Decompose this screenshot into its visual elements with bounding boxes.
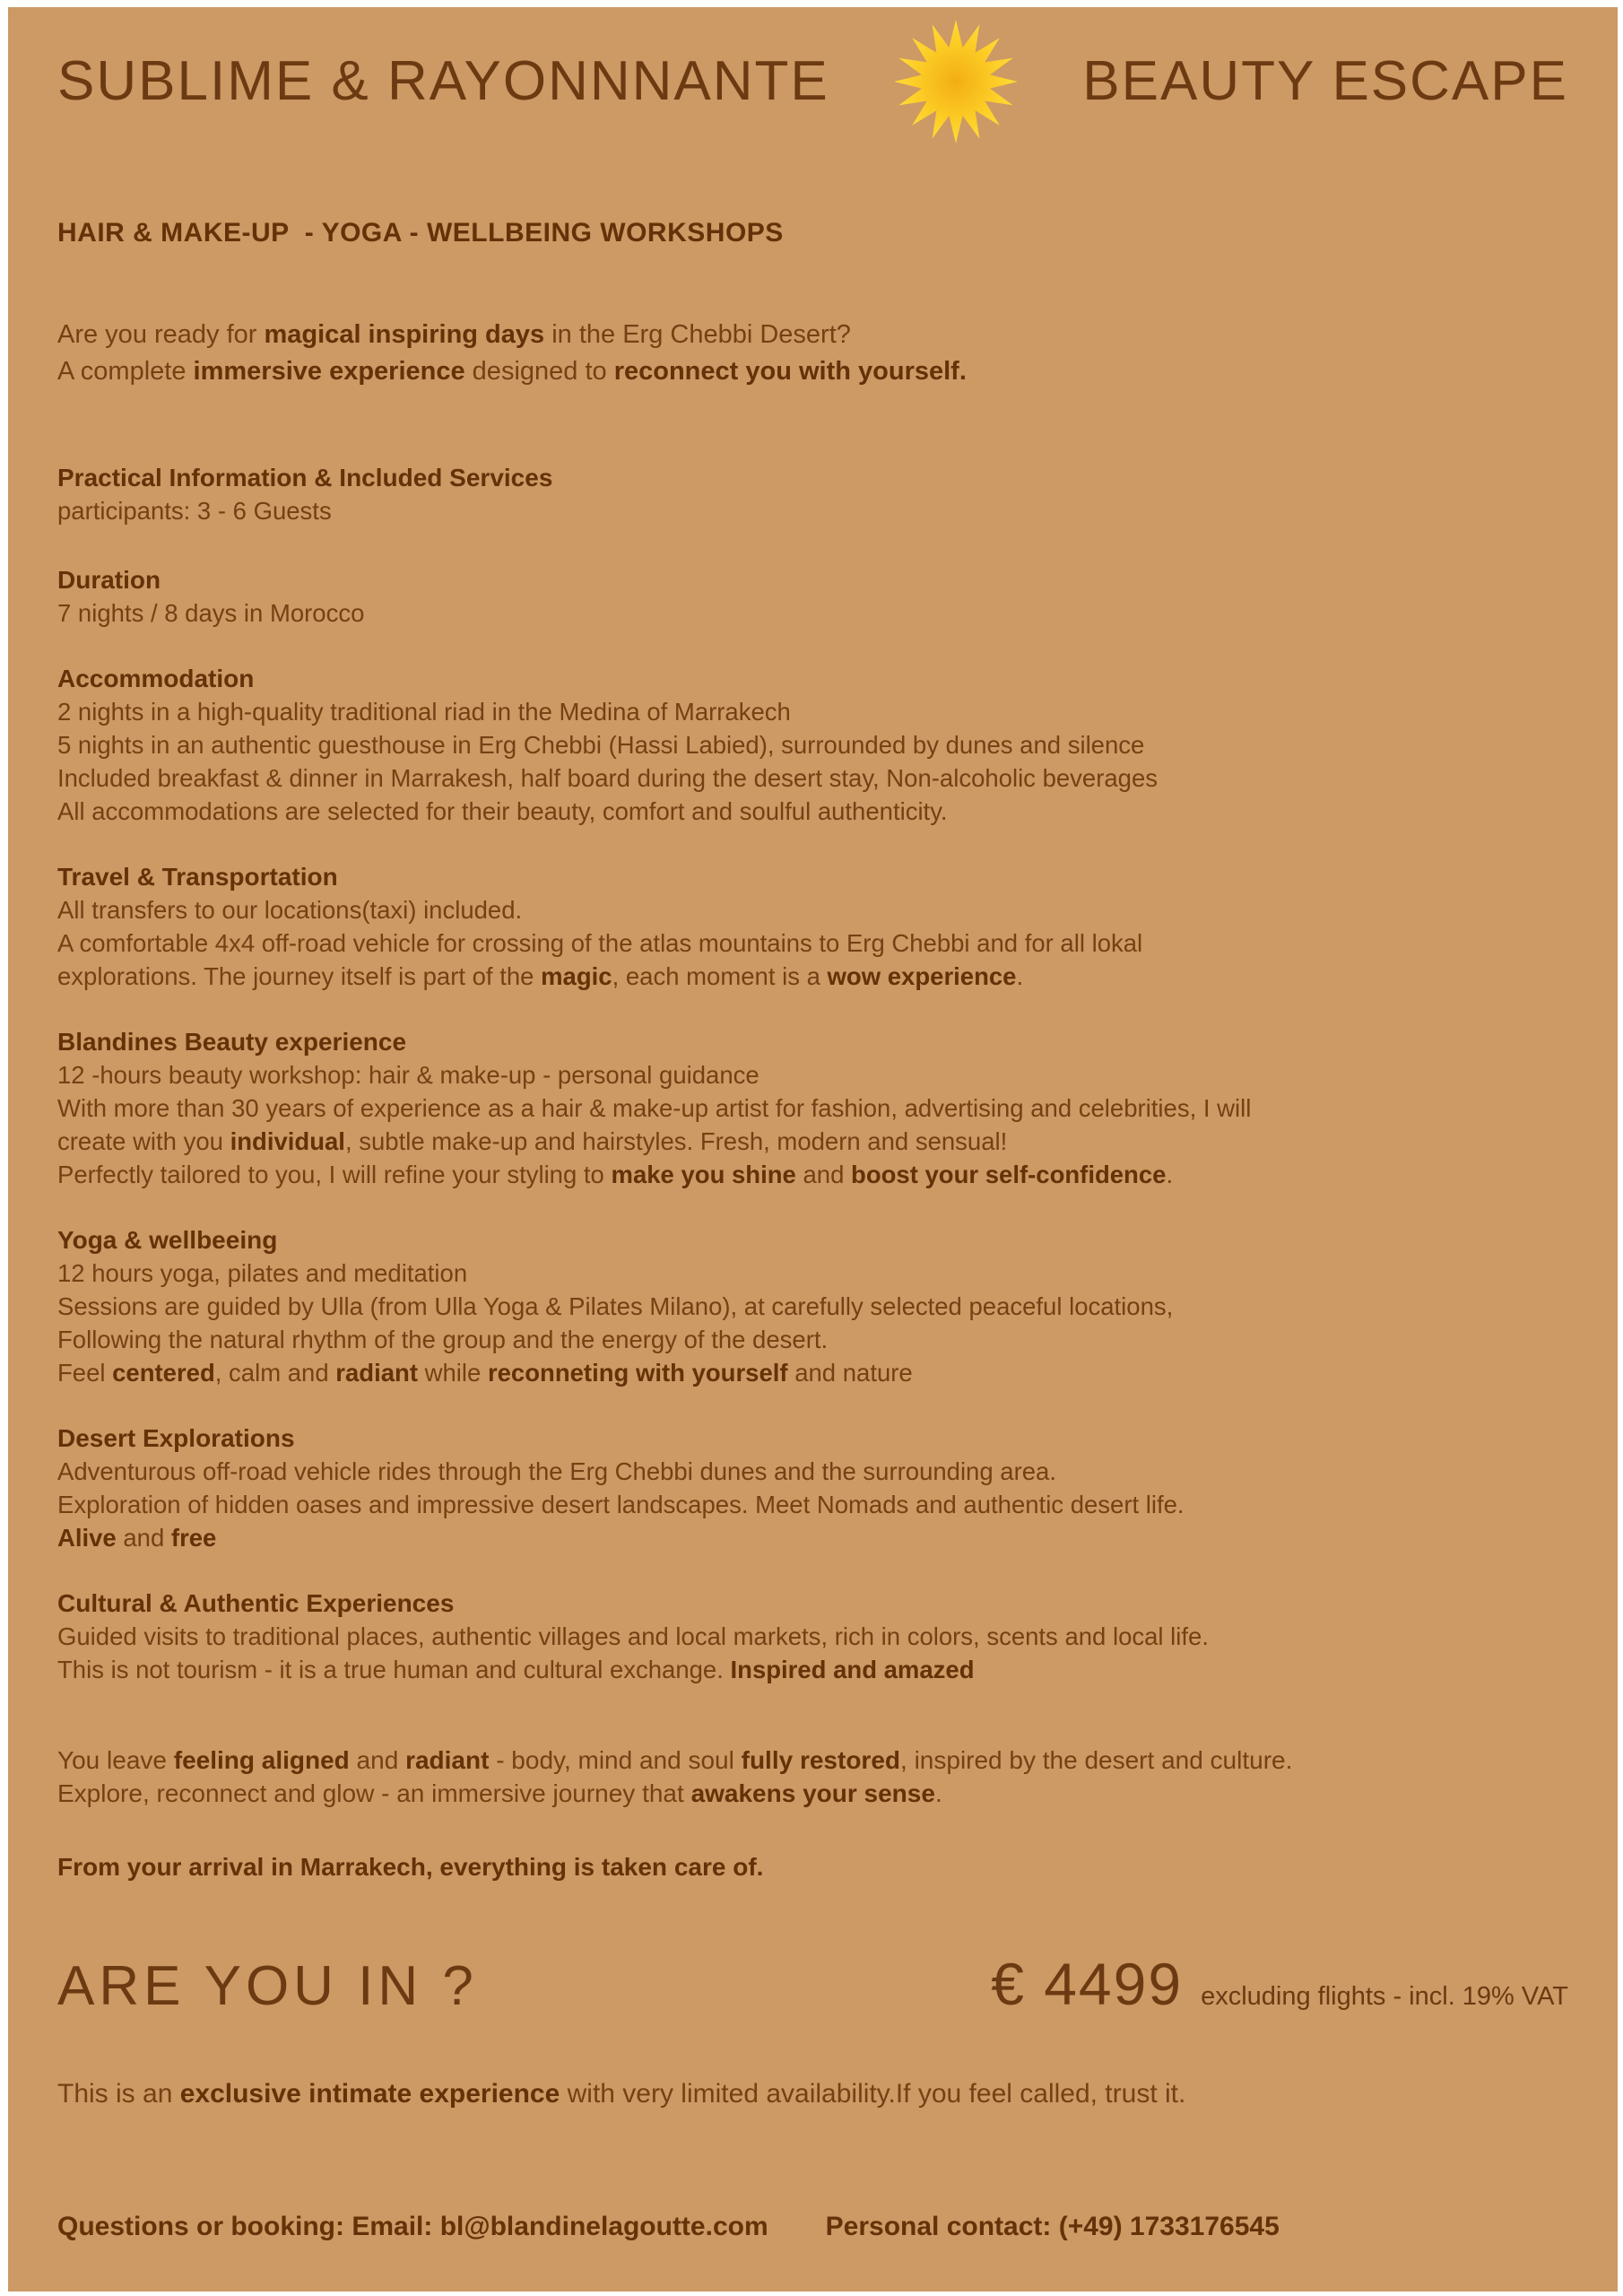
- price-note: excluding flights - incl. 19% VAT: [1201, 1982, 1568, 2011]
- section-line: All accommodations are selected for their beauty, comfort and soulful authenticity.: [57, 797, 948, 825]
- section-accommodation: [57, 662, 1568, 828]
- price-value: € 4499: [991, 1951, 1184, 2017]
- section-heading: Accommodation: [57, 665, 255, 692]
- section-line: explorations. The journey itself is part of the magic, each moment is a wow experience.: [57, 962, 1024, 990]
- sun-icon: [892, 18, 1020, 145]
- section-line: Guided visits to traditional places, authentic villages and local markets, rich in colors, scents and local life.: [57, 1622, 1209, 1650]
- section-heading: Desert Explorations: [57, 1424, 295, 1452]
- section-line: Perfectly tailored to you, I will refine your styling to make you shine and boost your self-confidence.: [57, 1161, 1174, 1188]
- section-line: 5 nights in an authentic guesthouse in Erg Chebbi (Hassi Labied), surrounded by dunes and silence: [57, 731, 1145, 759]
- intro-line: A complete immersive experience designed to reconnect you with yourself.: [57, 357, 967, 386]
- section-line: Sessions are guided by Ulla (from Ulla Yoga & Pilates Milano), at carefully selected peaceful locations,: [57, 1292, 1174, 1320]
- title-right: BEAUTY ESCAPE: [1082, 50, 1568, 112]
- subtitle: HAIR & MAKE-UP - YOGA - WELLBEING WORKSHOPS: [57, 218, 784, 248]
- section-line: create with you individual, subtle make-up and hairstyles. Fresh, modern and sensual!: [57, 1127, 1008, 1155]
- flyer-content: [8, 7, 1618, 2292]
- title-left: SUBLIME & RAYONNNANTE: [57, 50, 829, 112]
- footer-contact-row: [57, 2212, 1568, 2242]
- section-heading: Yoga & wellbeeing: [57, 1226, 278, 1254]
- intro-line: Are you ready for magical inspiring days in the Erg Chebbi Desert?: [57, 320, 851, 349]
- section-line: Feel centered, calm and radiant while reconneting with yourself and nature: [57, 1359, 913, 1387]
- section-line: Exploration of hidden oases and impressive desert landscapes. Meet Nomads and authentic desert life.: [57, 1491, 1185, 1518]
- section-yoga-wellbeing: [57, 1223, 1568, 1389]
- exclusive-line: This is an exclusive intimate experience with very limited availability.If you feel called, trust it.: [57, 2079, 1186, 2109]
- section-line: 7 nights / 8 days in Morocco: [57, 599, 365, 627]
- section-duration: [57, 563, 1568, 630]
- section-line: 12 hours yoga, pilates and meditation: [57, 1259, 468, 1287]
- flyer-sheet: [8, 7, 1618, 2292]
- participants-line: participants: 3 - 6 Guests: [57, 497, 332, 525]
- section-heading: Blandines Beauty experience: [57, 1028, 407, 1056]
- section-cultural-experiences: [57, 1587, 1568, 1686]
- closing-line: Explore, reconnect and glow - an immersive journey that awakens your sense.: [57, 1779, 942, 1807]
- section-heading: Travel & Transportation: [57, 863, 338, 891]
- section-line: 12 -hours beauty workshop: hair & make-up - personal guidance: [57, 1061, 759, 1089]
- from-arrival-line: From your arrival in Marrakech, everything is taken care of.: [57, 1853, 764, 1881]
- section-heading: Practical Information & Included Services: [57, 464, 553, 491]
- section-line: A comfortable 4x4 off-road vehicle for crossing of the atlas mountains to Erg Chebbi and for all lokal: [57, 929, 1143, 957]
- section-heading: Cultural & Authentic Experiences: [57, 1589, 455, 1617]
- closing-paragraph: [57, 1744, 1568, 1810]
- page-title: [57, 16, 1568, 146]
- section-line: Adventurous off-road vehicle rides through the Erg Chebbi dunes and the surrounding area.: [57, 1457, 1056, 1485]
- price-group: [991, 1950, 1568, 2018]
- section-line: All transfers to our locations(taxi) included.: [57, 896, 523, 924]
- section-line: Following the natural rhythm of the group and the energy of the desert.: [57, 1326, 829, 1353]
- cta-row: [57, 1950, 1568, 2018]
- booking-email-text: Questions or booking: Email: bl@blandinelagoutte.com: [57, 2212, 768, 2241]
- section-travel: [57, 860, 1568, 993]
- section-beauty-experience: [57, 1025, 1568, 1191]
- section-line: Alive and free: [57, 1524, 217, 1552]
- section-desert-explorations: [57, 1422, 1568, 1554]
- section-practical-info: [57, 461, 1568, 527]
- personal-contact-text: Personal contact: (+49) 1733176545: [825, 2212, 1280, 2241]
- closing-line: You leave feeling aligned and radiant - body, mind and soul fully restored, inspired by the desert and culture.: [57, 1746, 1293, 1774]
- section-heading: Duration: [57, 566, 161, 594]
- cta-question: ARE YOU IN ?: [57, 1955, 478, 2017]
- section-line: This is not tourism - it is a true human and cultural exchange. Inspired and amazed: [57, 1656, 975, 1683]
- section-line: With more than 30 years of experience as a hair & make-up artist for fashion, advertising and celebrities, I will: [57, 1094, 1252, 1122]
- intro-paragraph: [57, 317, 1568, 390]
- section-line: Included breakfast & dinner in Marrakesh, half board during the desert stay, Non-alcoholic beverages: [57, 764, 1158, 792]
- section-line: 2 nights in a high-quality traditional riad in the Medina of Marrakech: [57, 698, 791, 726]
